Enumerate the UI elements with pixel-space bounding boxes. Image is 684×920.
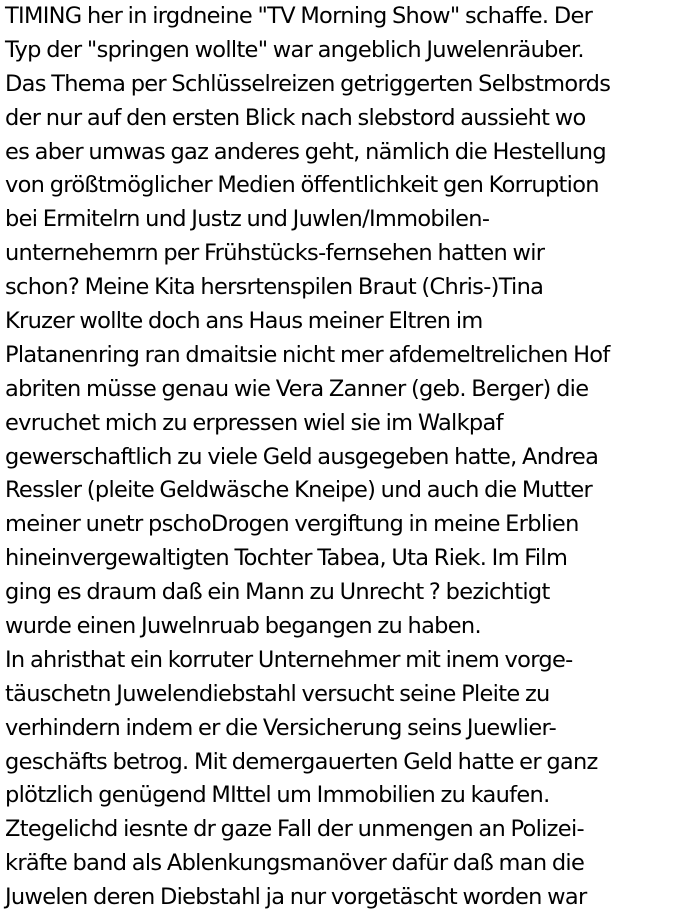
text-line: von größtmöglicher Medien öffentlichkeit gen Korruption [5, 172, 599, 199]
text-line: täuschetn Juwelendiebstahl versucht seine Pleite zu [5, 680, 550, 707]
text-line: der nur auf den ersten Blick nach slebstord aussieht wo [5, 104, 586, 131]
text-line: unternehemrn per Frühstücks-fernsehen hatten wir [5, 240, 545, 267]
text-line: kräfte band als Ablenkungsmanöver dafür daß man die [5, 850, 585, 877]
text-line: plötzlich genügend MIttel um Immobilien zu kaufen. [5, 782, 550, 809]
text-line: Juwelen deren Diebstahl ja nur vorgetäscht worden war [5, 884, 587, 911]
text-line: In ahristhat ein korruter Unternehmer mit inem vorge- [5, 646, 573, 673]
text-line: Das Thema per Schlüsselreizen getriggerten Selbstmords [5, 70, 611, 97]
document-body [5, 0, 684, 915]
text-line: bei Ermitelrn und Justz und Juwlen/Immobilen- [5, 206, 490, 233]
text-line: hineinvergewaltigten Tochter Tabea, Uta Riek. Im Film [5, 545, 568, 572]
text-line: Platanenring ran dmaitsie nicht mer afdemeltrelichen Hof [5, 341, 610, 368]
text-line: meiner unetr pschoDrogen vergiftung in meine Erblien [5, 511, 579, 538]
text-line: abriten müsse genau wie Vera Zanner (geb. Berger) die [5, 375, 589, 402]
text-line: gewerschaftlich zu viele Geld ausgegeben hatte, Andrea [5, 443, 599, 470]
text-line: es aber umwas gaz anderes geht, nämlich die Hestellung [5, 138, 606, 165]
text-line: TIMING her in irgdneine "TV Morning Show" schaffe. Der [5, 3, 593, 29]
text-line: Typ der "springen wollte" war angeblich Juwelenräuber. [5, 36, 584, 63]
text-line: ging es draum daß ein Mann zu Unrecht ? bezichtigt [5, 579, 550, 606]
text-line: Ztegelichd iesnte dr gaze Fall der unmengen an Polizei- [5, 816, 584, 843]
text-line: evruchet mich zu erpressen wiel sie im Walkpaf [5, 409, 503, 436]
text-line: Ressler (pleite Geldwäsche Kneipe) und auch die Mutter [5, 477, 593, 504]
text-line: Kruzer wollte doch ans Haus meiner Eltren im [5, 308, 483, 335]
text-line: geschäfts betrog. Mit demergauerten Geld hatte er ganz [5, 748, 598, 775]
text-line: schon? Meine Kita hersrtenspilen Braut (Chris-)Tina [5, 274, 544, 301]
text-line: wurde einen Juwelnruab begangen zu haben. [5, 613, 481, 640]
text-line: verhindern indem er die Versicherung seins Juewlier- [5, 714, 557, 741]
